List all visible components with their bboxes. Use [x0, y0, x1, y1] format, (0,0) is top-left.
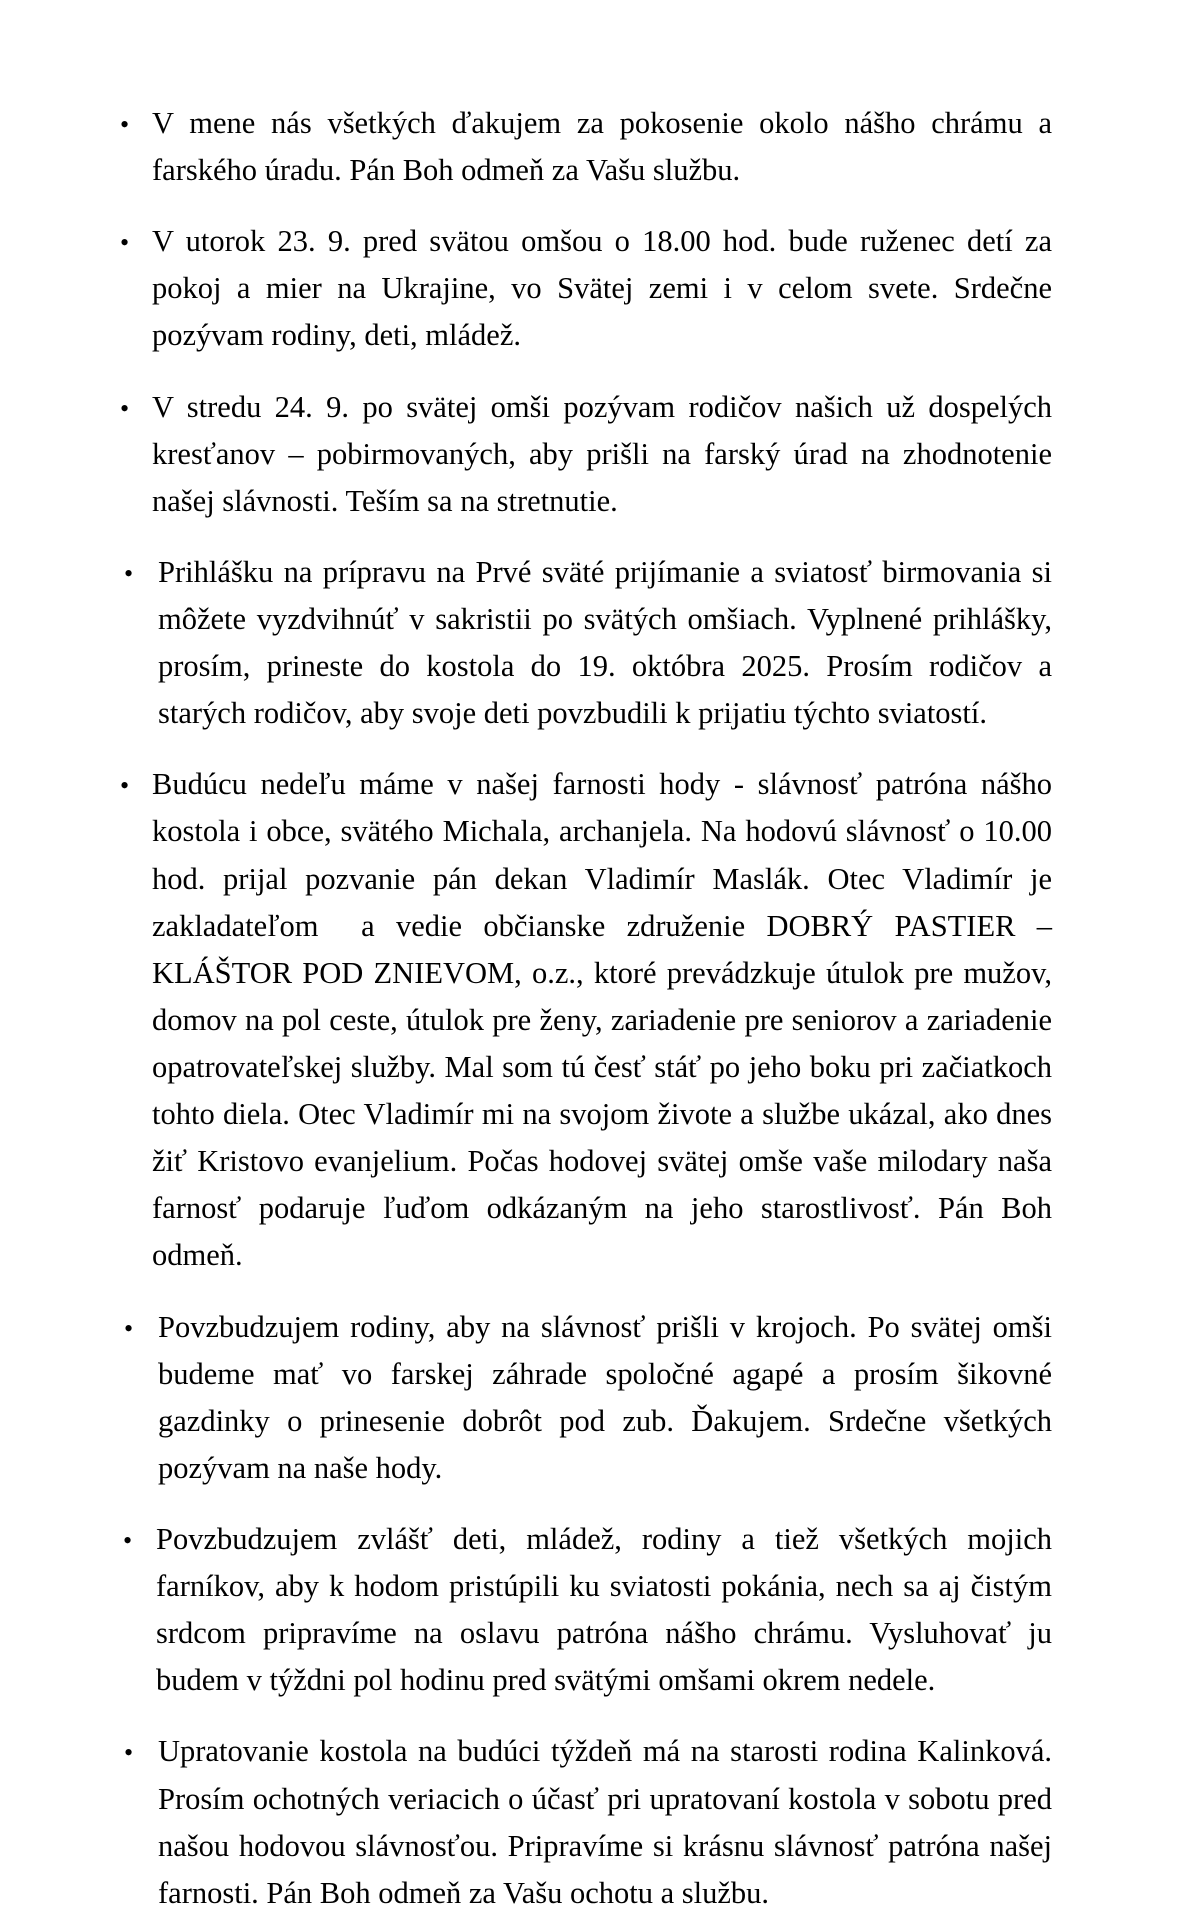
announcement-list	[112, 100, 1060, 1917]
bullet-icon	[120, 761, 140, 808]
bullet-icon	[124, 1304, 144, 1351]
list-item	[112, 1728, 1060, 1916]
announcement-text: Upratovanie kostola na budúci týždeň má na starosti rodina Kalinková. Prosím ochotných veriacich o účasť pri upratovaní kostola v sobotu pred našou hodovou slávnosťou. Pripravíme si krásnu slávnosť patróna našej farnosti. Pán Boh odmeň za Vašu ochotu a službu.	[158, 1734, 1060, 1910]
bullet-icon	[124, 1728, 144, 1775]
announcement-text: Budúcu nedeľu máme v našej farnosti hody - slávnosť patróna nášho kostola i obce, svätého Michala, archanjela. Na hodovú slávnosť o 10.00 hod. prijal pozvanie pán dekan Vladimír Maslák. Otec Vladimír je zakladateľom a vedie občianske združenie DOBRÝ PASTIER – KLÁŠTOR POD ZNIEVOM, o.z., ktoré prevádzkuje útulok pre mužov, domov na pol ceste, útulok pre ženy, zariadenie pre seniorov a zariadenie opatrovateľskej služby. Mal som tú česť stáť po jeho boku pri začiatkoch tohto diela. Otec Vladimír mi na svojom živote a službe ukázal, ako dnes žiť Kristovo evanjelium. Počas hodovej svätej omše vaše milodary naša farnosť podaruje ľuďom odkázaným na jeho starostlivosť. Pán Boh odmeň.	[152, 767, 1060, 1273]
announcement-text: V utorok 23. 9. pred svätou omšou o 18.00 hod. bude ruženec detí za pokoj a mier na Ukrajine, vo Svätej zemi i v celom svete. Srdečne pozývam rodiny, deti, mládež.	[152, 224, 1060, 353]
list-item	[112, 761, 1060, 1279]
bullet-icon	[124, 549, 144, 596]
list-item	[112, 100, 1060, 194]
bullet-icon	[120, 100, 140, 147]
list-item	[112, 1304, 1060, 1492]
announcement-text: V stredu 24. 9. po svätej omši pozývam rodičov našich už dospelých kresťanov – pobirmovaných, aby prišli na farský úrad na zhodnotenie našej slávnosti. Teším sa na stretnutie.	[152, 389, 1060, 518]
list-item	[112, 384, 1060, 525]
announcement-text: Prihlášku na prípravu na Prvé sväté prijímanie a sviatosť birmovania si môžete vyzdvihnúť v sakristii po svätých omšiach. Vyplnené prihlášky, prosím, prineste do kostola do 19. októbra 2025. Prosím rodičov a starých rodičov, aby svoje deti povzbudili k prijatiu týchto sviatostí.	[158, 554, 1060, 731]
bullet-icon	[123, 1516, 143, 1563]
announcement-text: V mene nás všetkých ďakujem za pokosenie okolo nášho chrámu a farského úradu. Pán Boh odmeň za Vašu službu.	[152, 106, 1060, 188]
announcement-text: Povzbudzujem rodiny, aby na slávnosť prišli v krojoch. Po svätej omši budeme mať vo farskej záhrade spoločné agapé a prosím šikovné gazdinky o prinesenie dobrôt pod zub. Ďakujem. Srdečne všetkých pozývam na naše hody.	[158, 1309, 1060, 1485]
announcement-text: Povzbudzujem zvlášť deti, mládež, rodiny a tiež všetkých mojich farníkov, aby k hodom pristúpili ku sviatosti pokánia, nech sa aj čistým srdcom pripravíme na oslavu patróna nášho chrámu. Vysluhovať ju budem v týždni pol hodinu pred svätými omšami okrem nedele.	[156, 1521, 1060, 1698]
bullet-icon	[120, 384, 140, 431]
bullet-icon	[120, 218, 140, 265]
list-item	[112, 1516, 1060, 1704]
list-item	[112, 549, 1060, 737]
list-item	[112, 218, 1060, 359]
